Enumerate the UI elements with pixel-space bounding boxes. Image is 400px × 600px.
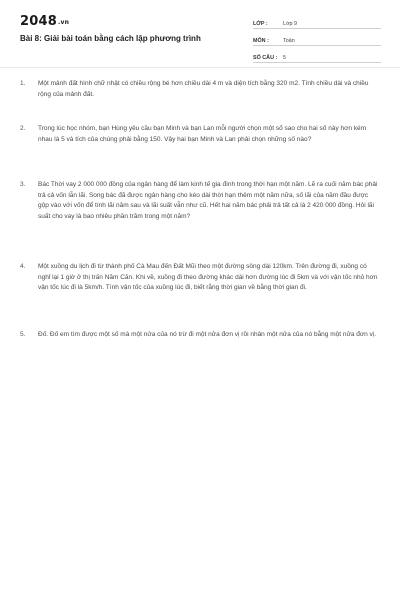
question-number: 1. bbox=[20, 80, 26, 87]
meta-row-subject bbox=[253, 32, 381, 46]
question-text: Bác Thời vay 2 000 000 đồng của ngân hàng để làm kinh tế gia đình trong thời hạn một năm. Lẽ ra cuối năm bác phải trả cả vốn lẫn lãi. Song bác đã được ngân hàng cho kéo dài thời hạn thêm một năm nữa, số lãi của năm đầu được gộp vào với vốn để tính lãi năm sau và lãi suất vẫn như cũ. Hết hai năm bác phải trả tất cả là 2 420 000 đồng. Hỏi lãi suất cho vay là bao nhiêu phần trăm trong một năm? bbox=[38, 181, 378, 220]
meta-label-subject: MÔN : bbox=[253, 38, 269, 44]
question-item bbox=[20, 262, 380, 294]
question-item bbox=[20, 124, 380, 145]
logo-suffix: .vn bbox=[57, 19, 70, 26]
question-item bbox=[20, 79, 380, 100]
question-text: Một mảnh đất hình chữ nhật có chiều rộng bé hơn chiều dài 4 m và diện tích bằng 320 m2. Tính chiều dài và chiều rộng của mảnh đất. bbox=[38, 80, 369, 98]
worksheet-header bbox=[0, 0, 400, 70]
question-text: Trong lúc học nhóm, bạn Hùng yêu cầu bạn Minh và bạn Lan mỗi người chọn một số sao cho hai số này hơn kém nhau là 5 và tích của chúng phải bằng 150. Vậy hai bạn Minh và Lan phải chọn những số nào? bbox=[38, 125, 367, 143]
meta-value-question-count: 5 bbox=[283, 55, 286, 61]
logo-text: 2048 bbox=[20, 14, 57, 29]
page-title: Bài 8: Giải bài toán bằng cách lập phương trình bbox=[20, 34, 201, 43]
question-item bbox=[20, 330, 380, 341]
question-number: 4. bbox=[20, 263, 26, 270]
meta-label-class: LỚP : bbox=[253, 21, 268, 27]
question-text: Đố. Đố em tìm được một số mà một nửa của nó trừ đi một nửa đơn vị rồi nhân một nửa của nó bằng một nửa đơn vị. bbox=[38, 331, 377, 338]
question-number: 5. bbox=[20, 331, 26, 338]
question-text: Một xuồng du lịch đi từ thành phố Cà Mau đến Đất Mũi theo một đường sông dài 120km. Trên đường đi, xuồng có nghỉ lại 1 giờ ở thị trấn Năm Căn. Khi về, xuồng đi theo đường khác dài hơn đường lúc đi 5km và với vận tốc nhỏ hơn vận tốc lúc đi là 5km/h. Tính vận tốc của xuồng lúc đi, biết rằng thời gian về bằng thời gian đi. bbox=[38, 263, 378, 291]
header-divider bbox=[0, 67, 400, 68]
site-logo[interactable] bbox=[20, 14, 69, 29]
question-item bbox=[20, 180, 380, 222]
meta-row-question-count bbox=[253, 49, 381, 63]
meta-label-question-count: SỐ CÂU : bbox=[253, 55, 278, 61]
question-number: 2. bbox=[20, 125, 26, 132]
meta-row-class bbox=[253, 15, 381, 29]
meta-value-subject: Toán bbox=[283, 38, 295, 44]
meta-value-class: Lớp 9 bbox=[283, 21, 298, 27]
worksheet-meta bbox=[253, 15, 381, 66]
question-number: 3. bbox=[20, 181, 26, 188]
